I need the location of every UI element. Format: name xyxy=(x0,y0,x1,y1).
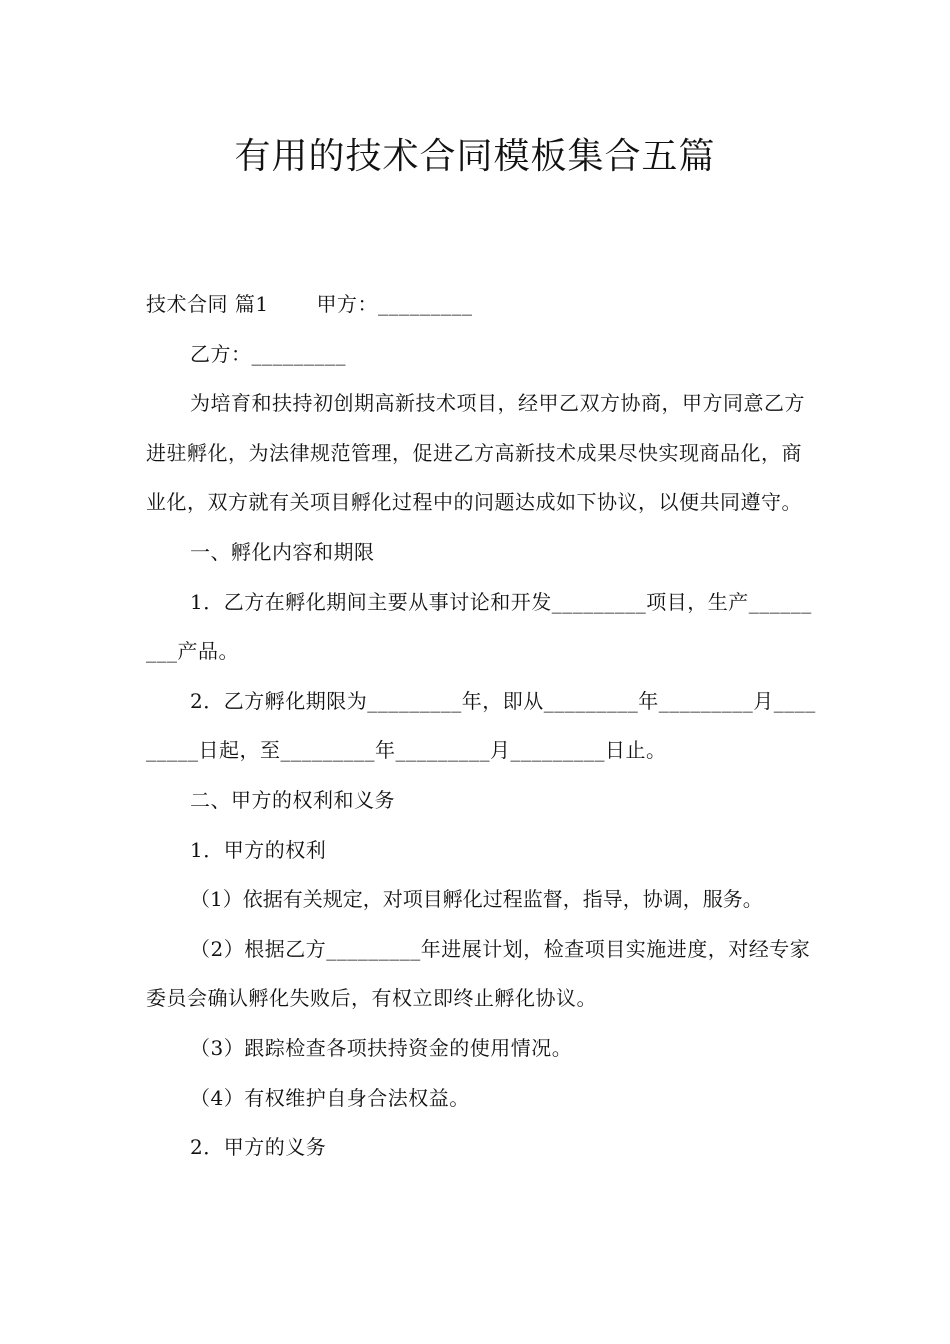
item-2-1-2: （2）根据乙方_________年进展计划，检查项目实施进度，对经专家委员会确认孵化失败后，有权立即终止孵化协议。 xyxy=(146,936,811,1011)
document-title: 有用的技术合同模板集合五篇 xyxy=(234,136,716,177)
party-b-line: 乙方：_________ xyxy=(190,341,346,366)
document-body xyxy=(146,280,816,1173)
item-2-1-3: （3）跟踪检查各项扶持资金的使用情况。 xyxy=(190,1035,573,1060)
section-heading-1: 一、孵化内容和期限 xyxy=(190,539,375,564)
subsection-heading-2-2: 2．甲方的义务 xyxy=(190,1135,327,1160)
clause-1-1: 1．乙方在孵化期间主要从事讨论和开发_________项目，生产_________产品。 xyxy=(146,589,812,664)
intro-paragraph: 为培育和扶持初创期高新技术项目，经甲乙双方协商，甲方同意乙方进驻孵化，为法律规范管理，促进乙方高新技术成果尽快实现商品化，商业化，双方就有关项目孵化过程中的问题达成如下协议，以便共同遵守。 xyxy=(146,391,805,515)
item-2-1-1: （1）依据有关规定，对项目孵化过程监督，指导，协调，服务。 xyxy=(190,887,763,912)
clause-1-2: 2．乙方孵化期限为_________年，即从_________年_________月_________日起，至_________年_________月_________日止。 xyxy=(146,688,816,763)
item-2-1-4: （4）有权维护自身合法权益。 xyxy=(190,1085,470,1110)
contract-heading-line: 技术合同 篇1 甲方：_________ xyxy=(146,292,473,316)
subsection-heading-2-1: 1．甲方的权利 xyxy=(190,837,327,862)
section-heading-2: 二、甲方的权利和义务 xyxy=(190,787,395,812)
